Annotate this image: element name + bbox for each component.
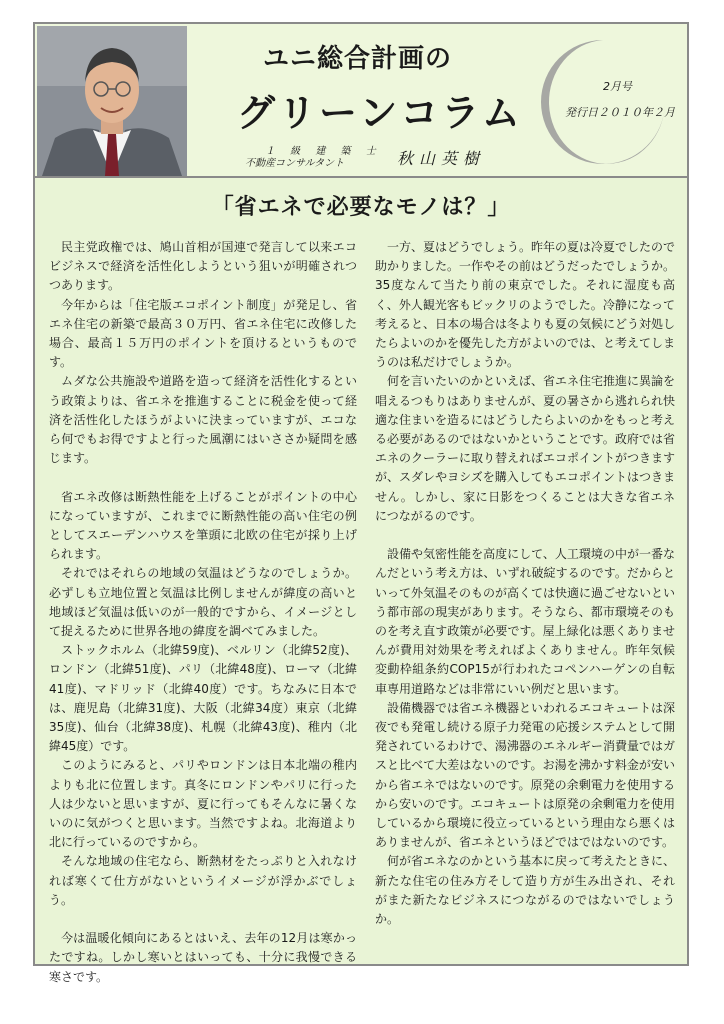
paragraph: 民主党政権では、鳩山首相が国連で発言して以来エコビジネスで経済を活性化しようという狙いが明確されつつあります。 (49, 240, 357, 293)
paragraph: それではそれらの地域の気温はどうなのでしょうか。必ずしも立地位置と気温は比例しませんが緯度の高いと地域ほど気温は低いのが一般的ですから、イメージとして捉えるために世界各地の緯度を調べてみました。 (49, 566, 357, 639)
paragraph: 何を言いたいのかといえば、省エネ住宅推進に異論を唱えるつもりはありませんが、夏の暑さから逃れられ快適な住まいを造るにはどうしたらよいのかをもっと考える必要があるのではないかということです。政府では省エネのクーラーに取り替えればエコポイントがつきますが、スダレやヨシズを購入してもエコポイントはつきません。しかし、家に日影をつくることは大きな省エネにつながるのです。 (375, 374, 676, 523)
column-series-title: ユニ総合計画の (263, 44, 453, 74)
author-photo (37, 26, 187, 176)
newsletter-header (35, 24, 687, 178)
paragraph: 今は温暖化傾向にあるとはいえ、去年の12月は寒かったですね。しかし寒いとはいっても、十分に我慢できる寒さです。 (49, 931, 357, 984)
issue-date: 発行日２０１０年２月 (565, 106, 675, 119)
author-role: 不動産コンサルタント (245, 158, 345, 169)
paragraph: 省エネ改修は断熱性能を上げることがポイントの中心になっていますが、これまでに断熱性能の高い住宅の例としてスエーデンハウスを筆頭に北欧の住宅が採り上げられます。 (49, 489, 357, 562)
issue-month: 2月号 (603, 80, 632, 93)
paragraph: ストックホルム（北緯59度)、ベルリン（北緯52度)、ロンドン（北緯51度)、パリ（北緯48度)、ローマ（北緯41度)、マドリッド（北緯40度）です。ちなみに日本では、鹿児島（北緯31度)、大阪（北緯34度）東京（北緯35度)、仙台（北緯38度)、札幌（北緯43度)、稚内（北緯45度）です。 (49, 643, 357, 754)
crescent-moon-icon (533, 32, 673, 172)
column-title: グリーンコラム (237, 91, 523, 135)
paragraph: 設備や気密性能を高度にして、人工環境の中が一番なんだという考え方は、いずれ破綻するのです。だからといって外気温そのものが高くては快適に過ごせないという都市部の現実があります。そうなら、都市環境そのものを考え直す政策が必要です。屋上緑化は悪くありませんが費用対効果を考えればよくありません。昨年気候変動枠組条約COP15が行われたコペンハーゲンの自転車専用道路などは非常にいい例だと思います。 (375, 547, 676, 696)
author-qualification: １ 級 建 築 士 (265, 146, 382, 157)
newsletter-sheet (33, 22, 689, 984)
paragraph: そんな地域の住宅なら、断熱材をたっぷりと入れなければ寒くて仕方がないというイメージが浮かぶでしょう。 (49, 854, 357, 907)
paragraph: 何が省エネなのかという基本に戻って考えたときに、新たな住宅の住み方そして造り方が生み出され、それがまた新たなビジネスにつながるのではないでしょうか。 (375, 854, 676, 927)
paragraph: ムダな公共施設や道路を造って経済を活性化するという政策よりは、省エネを推進することに税金を使って経済を活性化したほうがよいに決まっていますが、エコなら何でもお得ですよと行った風潮にはいささか疑問を感じます。 (49, 374, 357, 466)
author-name: 秋山英樹 (397, 149, 486, 168)
paragraph: 一方、夏はどうでしょう。昨年の夏は冷夏でしたので助かりました。一作やその前はどうだったでしょうか。35度なんて当たり前の東京でした。それに湿度も高く、外人観光客もビックリのようでした。冷静になって考えると、日本の場合は冬よりも夏の気候にどう対処したらよいのかを優先した方がよいのでは、と考えてしまうのは私だけでしょうか。 (375, 240, 676, 370)
article-column-right (375, 238, 675, 929)
article-column-left (49, 238, 357, 987)
paragraph: このようにみると、パリやロンドンは日本北端の稚内よりも北に位置します。真冬にロンドンやパリに行った人は少ないと思いますが、夏に行ってもそんなに暑くないのに気がつくと思います。当然ですよね。北海道より北に行っているのですから。 (49, 758, 357, 850)
article-title: 「省エネで必要なモノは？」 (211, 195, 511, 220)
paragraph: 設備機器では省エネ機器といわれるエコキュートは深夜でも発電し続ける原子力発電の応援システムとして開発されているわけで、湯沸器のエネルギー消費量ではガスと比べて大差はないのです。お湯を沸かす料金が安いから省エネではないのです。原発の余剰電力を使用するから安いのです。エコキュートは原発の余剰電力を使用しているから環境に役立っているという理由なら悪くはありませんが、省エネというほどではではないのです。 (375, 700, 676, 850)
paragraph: 今年からは「住宅版エコポイント制度」が発足し、省エネ住宅の新築で最高３０万円、省エネ住宅に改修した場合、最高１５万円のポイントを頂けるというものです。 (49, 297, 357, 370)
